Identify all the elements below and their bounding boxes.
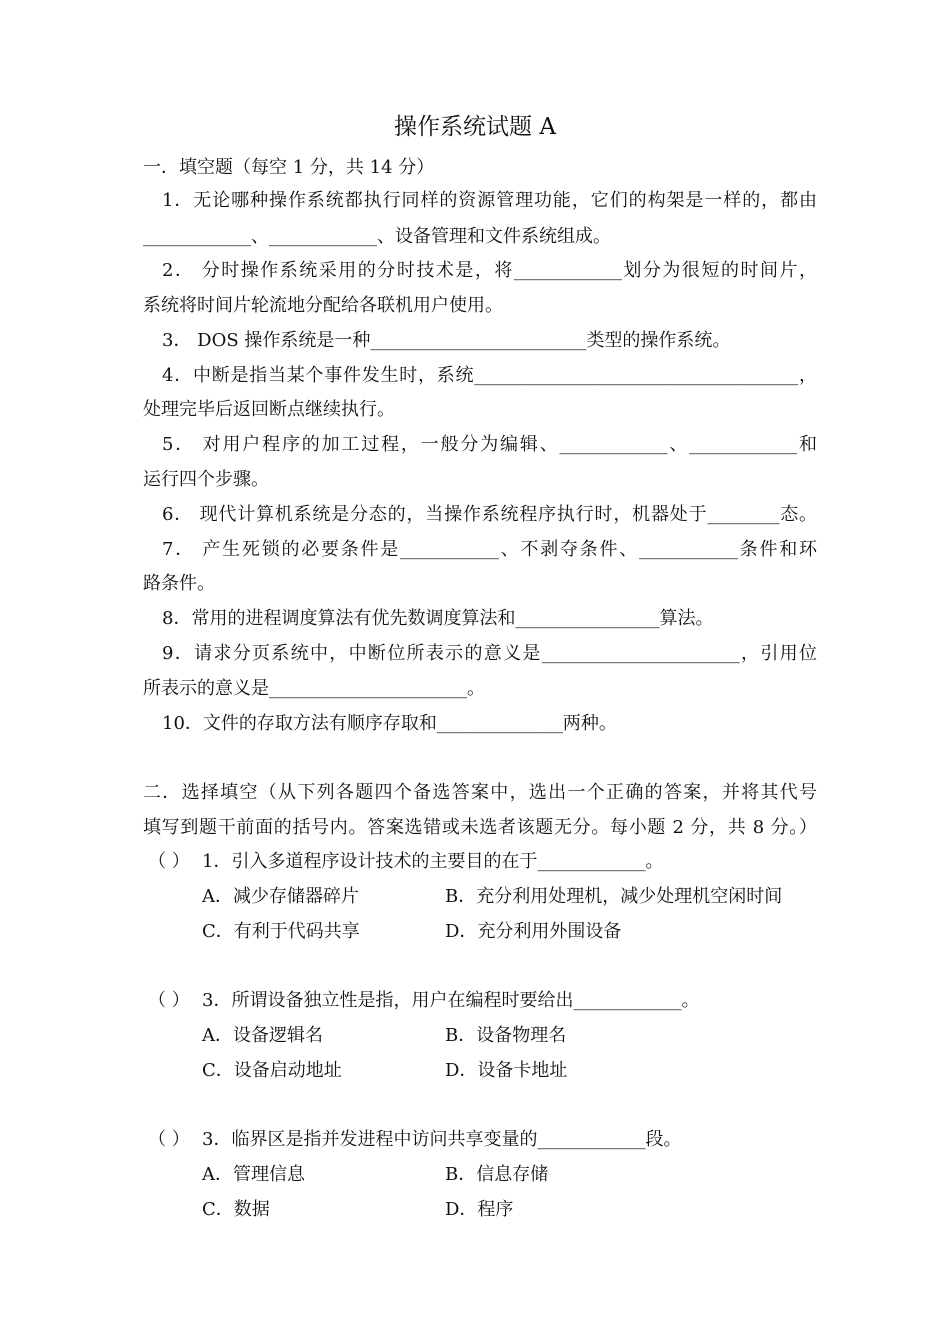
q3-line: 3． DOS 操作系统是一种________________________类型的操作系统。	[162, 330, 731, 351]
q10-line: 10．文件的存取方法有顺序存取和______________两种。	[162, 713, 617, 734]
choice-q2-option-d: D．设备卡地址	[445, 1060, 568, 1081]
choice-q1-option-d: D．充分利用外围设备	[445, 921, 622, 942]
answer-paren-2: （ ）	[148, 990, 190, 1011]
choice-q1-option-c: C．有利于代码共享	[202, 921, 360, 942]
choice-q3-option-a: A．管理信息	[202, 1164, 305, 1185]
q8-line: 8．常用的进程调度算法有优先数调度算法和________________算法。	[162, 608, 714, 629]
q2-line2: 系统将时间片轮流地分配给各联机用户使用。	[143, 295, 503, 316]
section2-heading-line1: 二．选择填空（从下列各题四个备选答案中，选出一个正确的答案，并将其代号	[143, 782, 817, 803]
q1-line1: 1．无论哪种操作系统都执行同样的资源管理功能，它们的构架是一样的，都由	[162, 190, 817, 211]
choice-q2-stem: 3．所谓设备独立性是指，用户在编程时要给出____________。	[202, 990, 700, 1011]
q1-line2: ____________、____________、设备管理和文件系统组成。	[143, 226, 611, 247]
q9-line2: 所表示的意义是______________________。	[143, 678, 485, 699]
section1-heading: 一．填空题（每空 1 分，共 14 分）	[143, 157, 435, 178]
q5-line2: 运行四个步骤。	[143, 469, 269, 490]
q5-line1: 5． 对用户程序的加工过程，一般分为编辑、____________、____________和	[162, 434, 817, 455]
section2-heading-line2: 填写到题干前面的括号内。答案选错或未选者该题无分。每小题 2 分，共 8 分。）	[143, 817, 817, 838]
q7-line2: 路条件。	[143, 573, 215, 594]
q2-line1: 2． 分时操作系统采用的分时技术是，将____________划分为很短的时间片，	[162, 260, 817, 281]
choice-q3-stem: 3．临界区是指并发进程中访问共享变量的____________段。	[202, 1129, 682, 1150]
q7-line1: 7． 产生死锁的必要条件是___________、不剥夺条件、___________条件和环	[162, 539, 817, 560]
page-title: 操作系统试题 A	[394, 114, 556, 140]
q6-line: 6． 现代计算机系统是分态的，当操作系统程序执行时，机器处于________态。	[162, 504, 817, 525]
q9-line1: 9．请求分页系统中，中断位所表示的意义是______________________，引用位	[162, 643, 817, 664]
q4-line1: 4．中断是指当某个事件发生时，系统____________________________________，	[162, 365, 817, 386]
answer-paren-1: （ ）	[148, 851, 190, 872]
choice-q3-option-d: D．程序	[445, 1199, 514, 1220]
choice-q3-option-b: B．信息存储	[445, 1164, 549, 1185]
choice-q1-option-a: A．减少存储器碎片	[202, 886, 359, 907]
choice-q1-option-b: B．充分利用处理机，减少处理机空闲时间	[445, 886, 783, 907]
answer-paren-3: （ ）	[148, 1129, 190, 1150]
choice-q1-stem: 1．引入多道程序设计技术的主要目的在于____________。	[202, 851, 664, 872]
q4-line2: 处理完毕后返回断点继续执行。	[143, 399, 395, 420]
choice-q3-option-c: C．数据	[202, 1199, 270, 1220]
choice-q2-option-b: B．设备物理名	[445, 1025, 567, 1046]
choice-q2-option-c: C．设备启动地址	[202, 1060, 342, 1081]
choice-q2-option-a: A．设备逻辑名	[202, 1025, 323, 1046]
